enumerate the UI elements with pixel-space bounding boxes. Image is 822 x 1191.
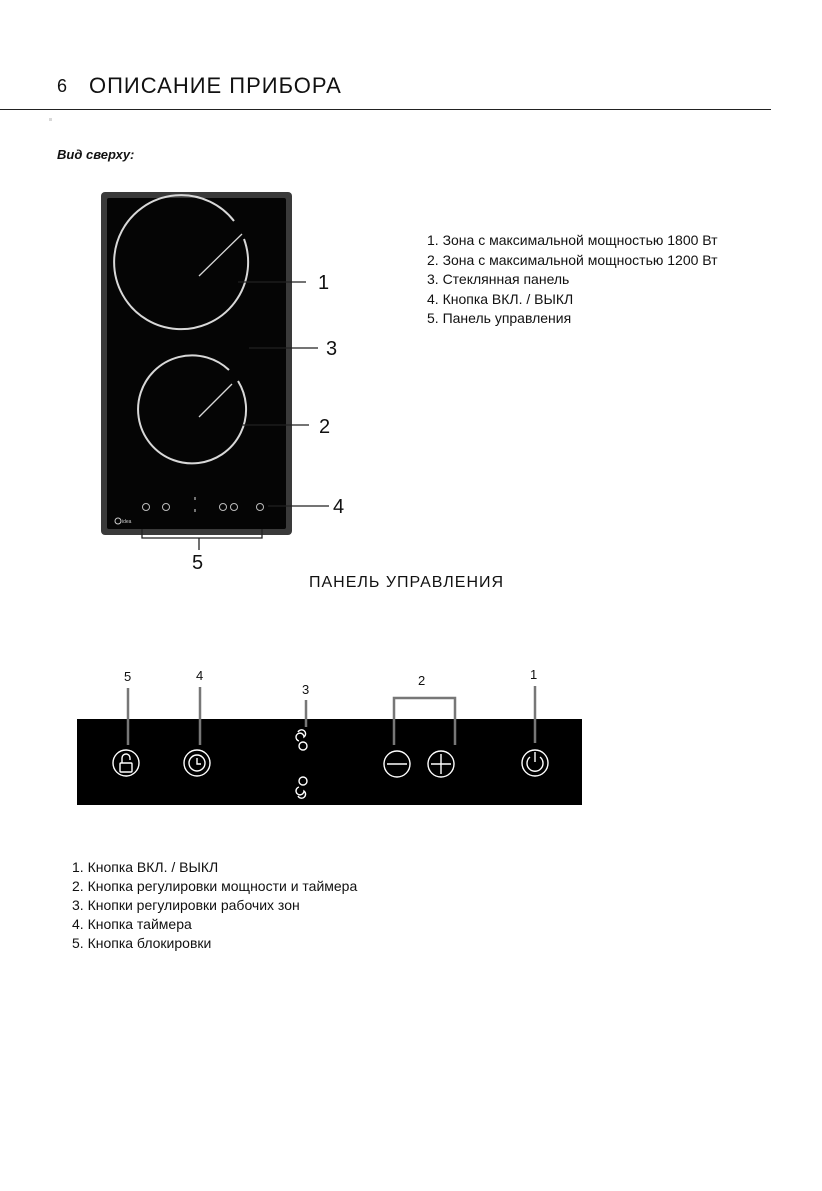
control-panel-diagram bbox=[77, 667, 582, 805]
callout-2: 2 bbox=[319, 416, 331, 438]
legend-item: 5. Кнопка блокировки bbox=[72, 935, 212, 951]
legend-item: 4. Кнопка таймера bbox=[72, 916, 192, 932]
callout-5: 5 bbox=[192, 552, 204, 574]
callout-4: 4 bbox=[333, 496, 345, 518]
control-panel-legend bbox=[72, 858, 357, 953]
cp-callout-5: 5 bbox=[124, 669, 132, 684]
glass-panel bbox=[107, 198, 286, 529]
top-view-legend bbox=[427, 231, 718, 329]
legend-item: 2. Кнопка регулировки мощности и таймера bbox=[72, 878, 358, 894]
callout-1: 1 bbox=[318, 272, 330, 294]
cp-callout-4: 4 bbox=[196, 668, 204, 683]
hob-top-view bbox=[101, 192, 344, 574]
page-number: 6 bbox=[57, 76, 68, 96]
control-panel-heading: ПАНЕЛЬ УПРАВЛЕНИЯ bbox=[309, 574, 505, 591]
page-title: ОПИСАНИЕ ПРИБОРА bbox=[89, 73, 342, 98]
legend-item: 5. Панель управления bbox=[427, 310, 572, 326]
legend-item: 3. Кнопки регулировки рабочих зон bbox=[72, 897, 300, 913]
svg-text:idea: idea bbox=[122, 519, 132, 525]
legend-item: 3. Стеклянная панель bbox=[427, 271, 570, 287]
plus-icon bbox=[428, 751, 454, 777]
legend-item: 4. Кнопка ВКЛ. / ВЫКЛ bbox=[427, 290, 574, 307]
legend-item: 2. Зона с максимальной мощностью 1200 Вт bbox=[427, 251, 718, 268]
legend-item: 1. Зона с максимальной мощностью 1800 Вт bbox=[427, 232, 718, 248]
cp-callout-3: 3 bbox=[302, 682, 310, 697]
control-panel-bar bbox=[77, 719, 582, 805]
callout-3: 3 bbox=[326, 338, 338, 360]
legend-item: 1. Кнопка ВКЛ. / ВЫКЛ bbox=[72, 859, 219, 875]
section-subtitle: Вид сверху: bbox=[57, 147, 135, 162]
cp-callout-1: 1 bbox=[530, 667, 538, 682]
cp-callout-2: 2 bbox=[418, 673, 426, 688]
